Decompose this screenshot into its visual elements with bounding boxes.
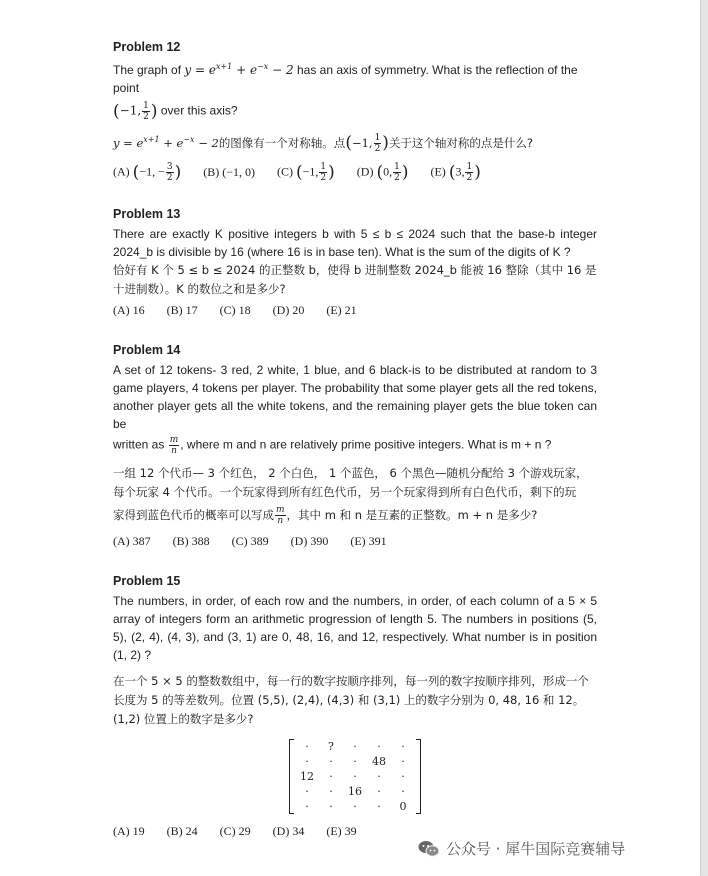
- matrix-row: · · · · 0: [305, 799, 407, 813]
- matrix-row: · ? · · ·: [305, 739, 405, 753]
- problem-title: Problem 12: [113, 40, 181, 54]
- matrix-row: · · · 48 ·: [305, 754, 405, 768]
- problem-title: Problem 15: [113, 573, 181, 588]
- choice-e: (E) 39: [326, 823, 357, 838]
- choice-d: (D) (0, $\frac{1}{2}$ ): [356, 161, 409, 183]
- choice-a: (A) (−1, − $\frac{3}{2}$ ): [113, 161, 182, 183]
- problem-english-text-cont: (−1, $\frac{1}{2}$ ) over this axis?: [113, 101, 238, 122]
- problem-english-text: The numbers, in order, of each row and the numbers, in order, of each column of a 5 × 5 array of integers form an arithmetic progression of length 5. The numbers in positions (5, 5), (2, 4), (4, 3), and (3, 1) are 0, 48, 16, and 12, respectively. What number is in position (1, 2) ?: [113, 593, 597, 662]
- choice-e: (E) 21: [326, 302, 357, 317]
- matrix-row: 12 · · · ·: [300, 769, 405, 783]
- problem-14: [113, 341, 597, 550]
- problem-15: [113, 572, 597, 840]
- problem-chinese-text: 恰好有 K 个 5 ≤ b ≤ 2024 的正整数 b，使得 b 进制整数 2024_b 能被 16 整除（其中 16 是十进制数）。K 的数位之和是多少?: [113, 262, 597, 296]
- matrix: [289, 739, 421, 814]
- choice-c: (C) (−1, $\frac{1}{2}$ ): [277, 161, 335, 183]
- problem-english-text: A set of 12 tokens- 3 red, 2 white, 1 blue, and 6 black-is to be distributed at random to 3 game players, 4 tokens per player. The probability that some player gets all the red tokens, another player gets all the white tokens, and the remaining player gets the blue token can be: [113, 362, 597, 431]
- answer-choices: [113, 301, 597, 319]
- problem-english-text: There are exactly K positive integers b with 5 ≤ b ≤ 2024 such that the base-b integer 2024_b is divisible by 16 (where 16 is in base ten). What is the sum of the digits of K ?: [113, 226, 597, 259]
- choice-e: (E) (3, $\frac{1}{2}$ ): [430, 161, 481, 183]
- choice-b: (B) 17: [166, 302, 198, 317]
- choice-e: (E) 391: [350, 533, 387, 548]
- matrix-figure: [113, 739, 597, 814]
- choice-b: (B) 388: [172, 533, 210, 548]
- problem-chinese-text: 一组 12 个代币— 3 个红色， 2 个白色， 1 个蓝色， 6 个黑色—随机分配给 3 个游戏玩家，每个玩家 4 个代币。一个玩家得到所有红色代币，另一个玩家得到所有白色代币，剩下的玩: [113, 465, 588, 499]
- problem-title: Problem 14: [113, 342, 181, 357]
- problem-12: [113, 38, 597, 183]
- choice-d: (D) 390: [290, 533, 329, 548]
- choice-d: (D) 20: [272, 302, 305, 317]
- problem-chinese-text-cont: 家得到蓝色代币的概率可以写成 $\frac{m}{n}$ ，其中 m 和 n 是互素的正整数。m + n 是多少?: [113, 504, 538, 526]
- watermark: [418, 838, 625, 859]
- problem-title: Problem 13: [113, 206, 181, 221]
- problem-chinese-text: $y = e^{x+1} + e^{-x} - 2$的图像有一个对称轴。点(−1, $\frac{1}{2}$ )关于这个轴对称的点是什么?: [113, 132, 534, 154]
- choice-c: (C) 29: [219, 823, 251, 838]
- choice-c: (C) 18: [219, 302, 251, 317]
- answer-choices: [113, 162, 597, 183]
- scrollbar[interactable]: [701, 0, 708, 876]
- watermark-text: 公众号 · 犀牛国际竞赛辅导: [446, 840, 626, 858]
- page-content: [113, 38, 597, 862]
- choice-a: (A) 19: [113, 823, 145, 838]
- answer-choices: [113, 532, 597, 550]
- matrix-row: · · 16 · ·: [305, 784, 405, 798]
- problem-chinese-text: 在一个 5 × 5 的整数数组中，每一行的数字按顺序排列，每一列的数字按顺序排列，形成一个长度为 5 的等差数列。位置 (5,5), (2,4), (4,3) 和 (3,1) 上的数字分别为 0, 48, 16 和 12。(1,2) 位置上的数字是多少?: [113, 673, 589, 726]
- problem-english-text: The graph of $y = e^{x+1} + e^{-x} - 2$ has an axis of symmetry. What is the reflection of the point: [113, 62, 578, 95]
- problem-english-text-cont: written as $\frac{m}{n}$ , where m and n are relatively prime positive integers. What is m + n ?: [113, 434, 552, 456]
- choice-c: (C) 389: [231, 533, 269, 548]
- choice-d: (D) 34: [272, 823, 305, 838]
- wechat-icon: [418, 840, 440, 858]
- choice-b: (B) (−1, 0): [203, 165, 255, 180]
- choice-b: (B) 24: [166, 823, 198, 838]
- choice-a: (A) 16: [113, 302, 145, 317]
- problem-13: [113, 205, 597, 319]
- choice-a: (A) 387: [113, 533, 151, 548]
